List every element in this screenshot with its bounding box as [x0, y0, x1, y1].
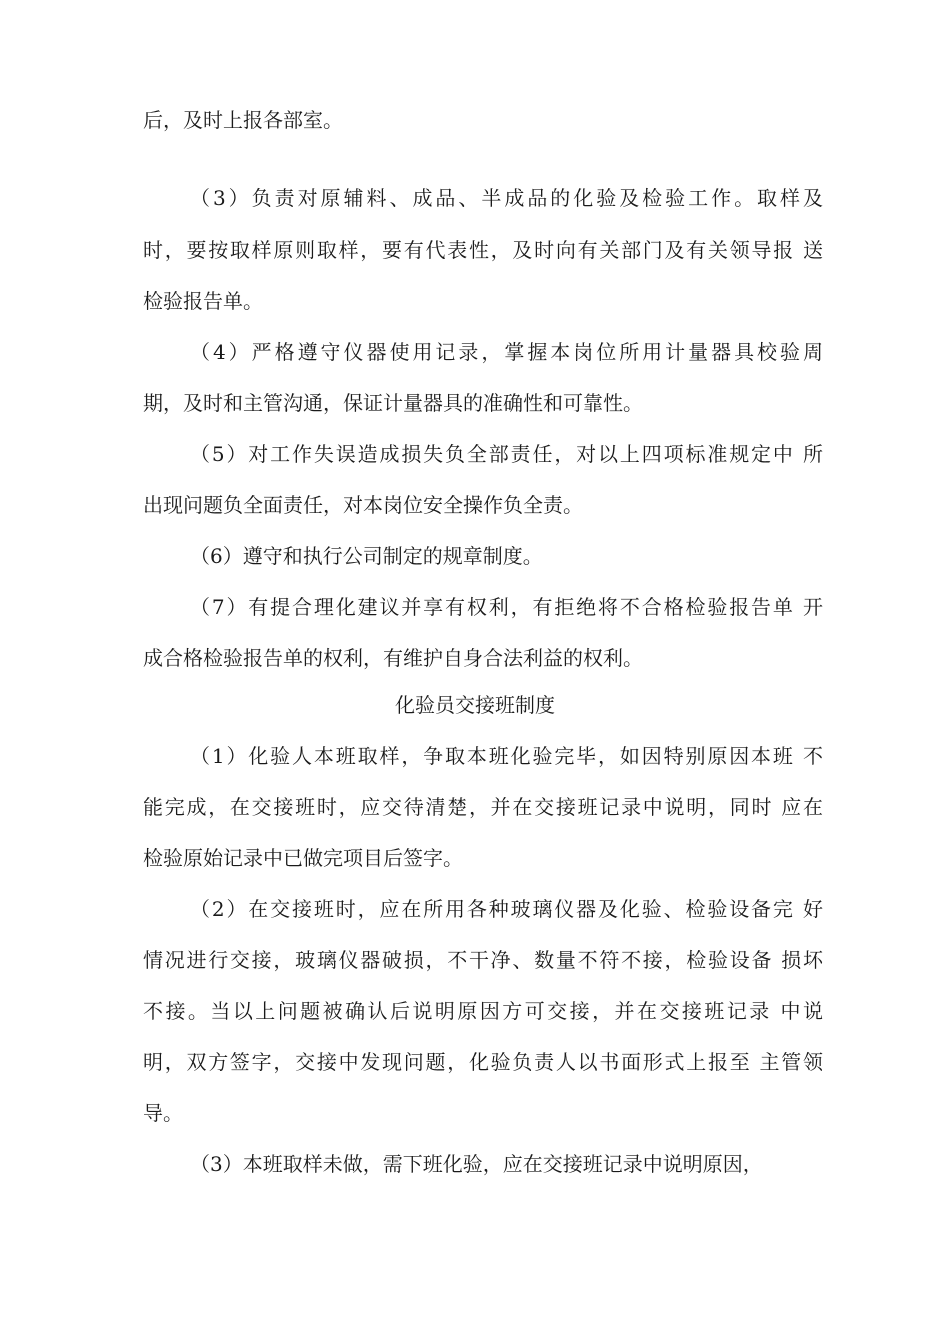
text-line: 导。 — [143, 1101, 183, 1125]
text-line: 能完成，在交接班时，应交待清楚，并在交接班记录中说明，同时 应在 — [143, 795, 823, 819]
text-line: 期，及时和主管沟通，保证计量器具的准确性和可靠性。 — [143, 391, 643, 415]
text-line: （7）有提合理化建议并享有权利，有拒绝将不合格检验报告单 开 — [190, 595, 823, 619]
text-line: 检验报告单。 — [143, 289, 263, 313]
text-line: （3）负责对原辅料、成品、半成品的化验及检验工作。取样及 — [190, 186, 823, 210]
text-line: 时，要按取样原则取样，要有代表性，及时向有关部门及有关领导报 送 — [143, 238, 823, 262]
section-heading: 化验员交接班制度 — [395, 693, 555, 717]
text-line: （2）在交接班时，应在所用各种玻璃仪器及化验、检验设备完 好 — [190, 897, 823, 921]
text-line: 后，及时上报各部室。 — [143, 108, 343, 132]
text-line: 明，双方签字，交接中发现问题，化验负责人以书面形式上报至 主管领 — [143, 1050, 823, 1074]
text-line: 不接。当以上问题被确认后说明原因方可交接，并在交接班记录 中说 — [143, 999, 823, 1023]
text-line: 出现问题负全面责任，对本岗位安全操作负全责。 — [143, 493, 583, 517]
text-line: （3）本班取样未做，需下班化验，应在交接班记录中说明原因， — [190, 1152, 763, 1176]
text-line: 情况进行交接，玻璃仪器破损，不干净、数量不符不接，检验设备 损坏 — [143, 948, 823, 972]
text-line: （6）遵守和执行公司制定的规章制度。 — [190, 544, 543, 568]
text-line: 成合格检验报告单的权利，有维护自身合法利益的权利。 — [143, 646, 643, 670]
text-line: （4）严格遵守仪器使用记录，掌握本岗位所用计量器具校验周 — [190, 340, 823, 364]
text-line: 检验原始记录中已做完项目后签字。 — [143, 846, 463, 870]
text-line: （1）化验人本班取样，争取本班化验完毕，如因特别原因本班 不 — [190, 744, 823, 768]
text-line: （5）对工作失误造成损失负全部责任，对以上四项标准规定中 所 — [190, 442, 823, 466]
